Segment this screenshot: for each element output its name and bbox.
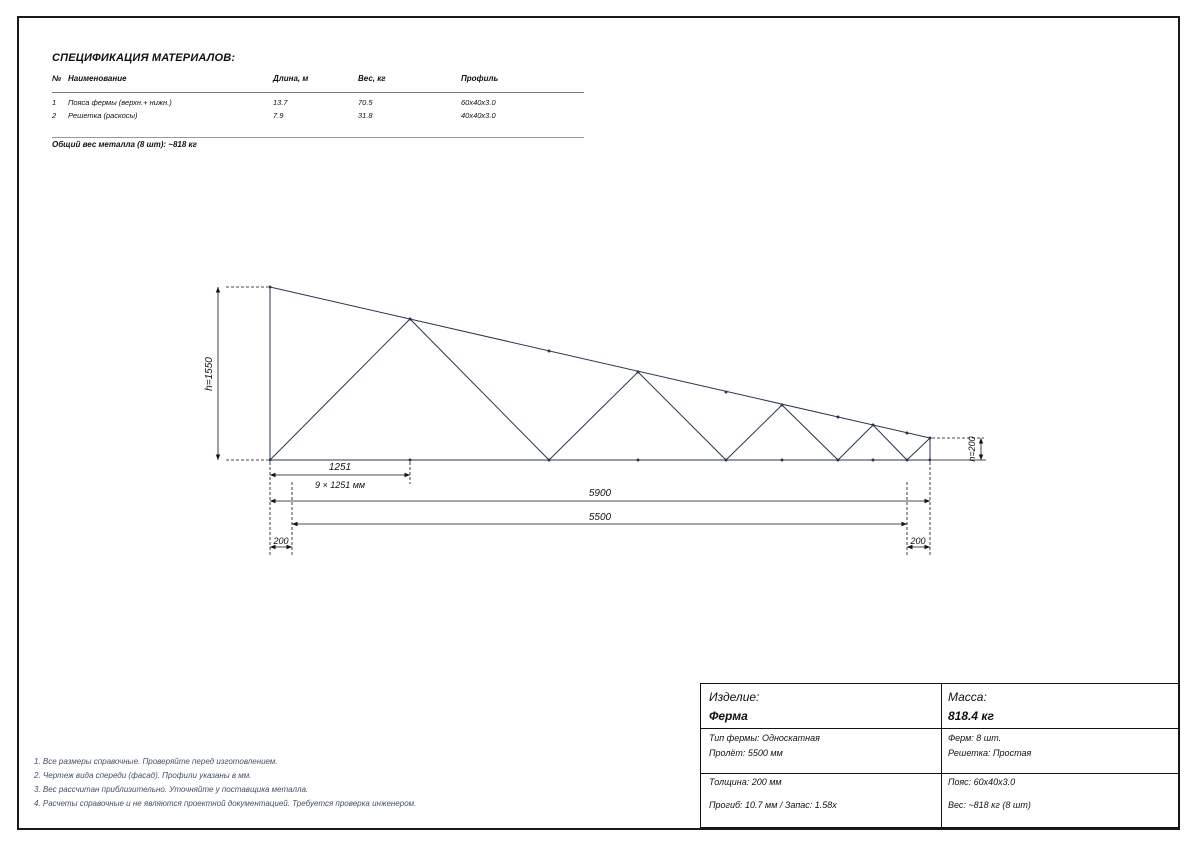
spec-header-number: № xyxy=(52,74,62,83)
product-value: Ферма xyxy=(709,709,748,723)
span-label: 5500 xyxy=(588,512,612,523)
end-height-label: h=200 xyxy=(967,436,977,462)
node xyxy=(269,286,272,289)
node xyxy=(837,459,840,462)
mass-value: 818.4 кг xyxy=(948,709,994,723)
span-info: Пролёт: 5500 мм xyxy=(709,748,783,758)
thickness-info: Толщина: 200 мм xyxy=(709,777,782,787)
spec-cell-profile: 60x40x3.0 xyxy=(461,98,496,107)
spec-cell-profile: 40x40x3.0 xyxy=(461,111,496,120)
spec-cell-weight: 31.8 xyxy=(358,111,373,120)
note-item: 3. Вес рассчитан приблизительно. Уточняйте у поставщика металла. xyxy=(34,785,309,794)
node xyxy=(637,371,640,374)
right-support-label: 200 xyxy=(910,536,926,546)
node xyxy=(906,432,909,435)
lattice-type: Решетка: Простая xyxy=(948,748,1032,758)
spec-cell-weight: 70.5 xyxy=(358,98,373,107)
node xyxy=(409,459,412,462)
chord-profile: Пояс: 60x40x3.0 xyxy=(948,777,1016,787)
spec-cell-length: 7.9 xyxy=(273,111,284,120)
title-block xyxy=(700,683,1180,828)
left-support-label: 200 xyxy=(273,536,289,546)
node xyxy=(548,350,551,353)
node xyxy=(637,459,640,462)
deflection-info: Прогиб: 10.7 мм / Запас: 1.58x xyxy=(709,800,837,810)
truss-frame xyxy=(270,287,930,460)
node xyxy=(269,459,272,462)
total-weight: Вес: ~818 кг (8 шт) xyxy=(948,800,1031,810)
spec-cell-name: Пояса фермы (верхн.+ нижн.) xyxy=(68,98,172,107)
note-item: 1. Все размеры справочные. Проверяйте перед изготовлением. xyxy=(34,757,278,766)
spec-cell-number: 2 xyxy=(52,111,57,120)
title-block-rule xyxy=(701,728,1179,729)
spec-title: СПЕЦИФИКАЦИЯ МАТЕРИАЛОВ: xyxy=(52,52,236,64)
node xyxy=(409,318,412,321)
node xyxy=(906,459,909,462)
node xyxy=(929,459,932,462)
top-chord xyxy=(270,287,930,438)
height-label: h=1550 xyxy=(204,357,215,391)
node xyxy=(781,404,784,407)
node xyxy=(929,437,932,440)
node xyxy=(837,416,840,419)
overall-label: 5900 xyxy=(588,488,612,499)
spec-header-length: Длина, м xyxy=(273,74,309,83)
spec-cell-name: Решетка (раскосы) xyxy=(68,111,138,120)
spec-header-weight: Вес, кг xyxy=(358,74,386,83)
spec-total-weight: Общий вес металла (8 шт): ~818 кг xyxy=(52,140,197,149)
node xyxy=(725,459,728,462)
spec-cell-length: 13.7 xyxy=(273,98,288,107)
mass-label: Масса: xyxy=(948,690,987,704)
spec-header-name: Наименование xyxy=(68,74,127,83)
general-notes xyxy=(34,755,416,811)
dimension-labels xyxy=(204,357,977,546)
node xyxy=(872,424,875,427)
node xyxy=(872,459,875,462)
truss-nodes xyxy=(269,286,932,462)
product-label: Изделие: xyxy=(709,690,760,704)
note-item: 2. Чертеж вида спереди (фасад). Профили указаны в мм. xyxy=(34,771,252,780)
truss-type: Тип фермы: Односкатная xyxy=(709,733,820,743)
note-item: 4. Расчеты справочные и не являются проектной документацией. Требуется проверка инженером. xyxy=(34,799,417,808)
title-block-rule xyxy=(701,773,1179,774)
node xyxy=(548,459,551,462)
title-block-divider xyxy=(941,684,942,827)
spec-header-profile: Профиль xyxy=(461,74,499,83)
node xyxy=(781,459,784,462)
spec-cell-number: 1 xyxy=(52,98,57,107)
node xyxy=(725,391,728,394)
panel-note: 9 × 1251 мм xyxy=(314,480,366,490)
panel-label: 1251 xyxy=(328,462,352,473)
lattice-diagonals xyxy=(270,319,930,460)
truss-count: Ферм: 8 шт. xyxy=(948,733,1002,743)
